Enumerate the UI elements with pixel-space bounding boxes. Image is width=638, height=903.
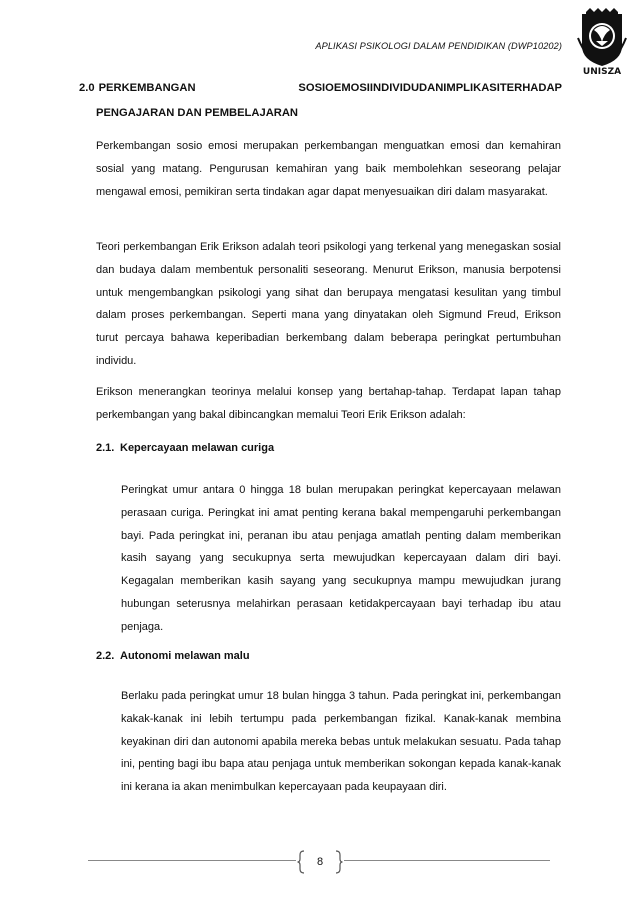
subsection-number: 2.1. [96, 442, 115, 454]
section-heading-row2: PENGAJARAN DAN PEMBELAJARAN [96, 107, 299, 119]
right-brace-icon [335, 850, 343, 874]
running-header: APLIKASI PSIKOLOGI DALAM PENDIDIKAN (DWP10202) [315, 41, 562, 51]
crest-icon [574, 8, 630, 76]
footer-rule-right [344, 860, 550, 861]
subsection-title: Autonomi melawan malu [120, 650, 250, 662]
section-heading [79, 76, 562, 126]
heading-word: INDIVIDU [369, 82, 420, 94]
unisza-logo [574, 8, 630, 76]
paragraph-intro: Perkembangan sosio emosi merupakan perkembangan menguatkan emosi dan kemahiran sosial yang matang. Pengurusan kemahiran yang baik membolehkan seseorang pelajar mengawal emosi, pemikiran serta tindakan agar dapat menyesuaikan diri dalam masyarakat. [96, 140, 561, 198]
subsection-title: Kepercayaan melawan curiga [120, 442, 275, 454]
heading-word: IMPLIKASI [443, 82, 500, 94]
subsection-body-2-2: Berlaku pada peringkat umur 18 bulan hingga 3 tahun. Pada peringkat ini, perkembangan kakak-kanak ini lebih tertumpu pada perkembangan fizikal. Kanak-kanak membina keyakinan diri dan autonomi apabila mereka bebas untuk melakukan sesuatu. Pada tahap ini, penting bagi ibu bapa atau penjaga untuk memberikan sokongan kepada kanak-kanak ini kerana ia akan menimbulkan kepercayaan pada keupayaan diri. [121, 690, 561, 794]
subsection-heading-2-2 [96, 650, 250, 662]
section-heading-row1 [79, 76, 562, 101]
svg-text:UNISZA: UNISZA [582, 67, 622, 76]
heading-word: EMOSI [333, 82, 370, 94]
footer-rule-left [88, 860, 296, 861]
paragraph-stages-intro: Erikson menerangkan teorinya melalui konsep yang bertahap-tahap. Terdapat lapan tahap perkembangan yang bakal dibincangkan memalui Teori Erik Erikson adalah: [96, 386, 561, 421]
heading-word: PERKEMBANGAN [98, 82, 196, 94]
paragraph-erikson-theory: Teori perkembangan Erik Erikson adalah teori psikologi yang terkenal yang menegaskan sosial dan budaya dalam membentuk personaliti seseorang. Menurut Erikson, manusia berpotensi untuk mengembangkan psikologi yang sihat dan berupaya mengatasi kesulitan yang timbul dalam proses perkembangan. Seperti mana yang dinyatakan oleh Sigmund Freud, Erikson turut percaya bahawa keperibadian berkembang dalam beberapa peringkat pertumbuhan individu. [96, 241, 561, 367]
heading-word: TERHADAP [499, 82, 562, 94]
section-number: 2.0 [79, 82, 95, 94]
subsection-heading-2-1 [96, 442, 274, 454]
heading-word: SOSIO [298, 82, 334, 94]
heading-word: DAN [419, 82, 444, 94]
subsection-number: 2.2. [96, 650, 115, 662]
page-number: 8 [316, 856, 324, 868]
subsection-body-2-1: Peringkat umur antara 0 hingga 18 bulan merupakan peringkat kepercayaan melawan perasaan curiga. Peringkat ini amat penting kerana bakal mempengaruhi perkembangan bayi. Pada peringkat ini, peranan ibu atau penjaga amatlah penting dalam memberikan kasih sayang yang secukupnya serta mewujudkan kepercayaan dalam diri bayi. Kegagalan memberikan kasih sayang yang secukupnya mampu mewujudkan jurang hubungan seterusnya melahirkan perasaan ketidakpercayaan bayi terhadap ibu atau penjaga. [121, 484, 561, 633]
